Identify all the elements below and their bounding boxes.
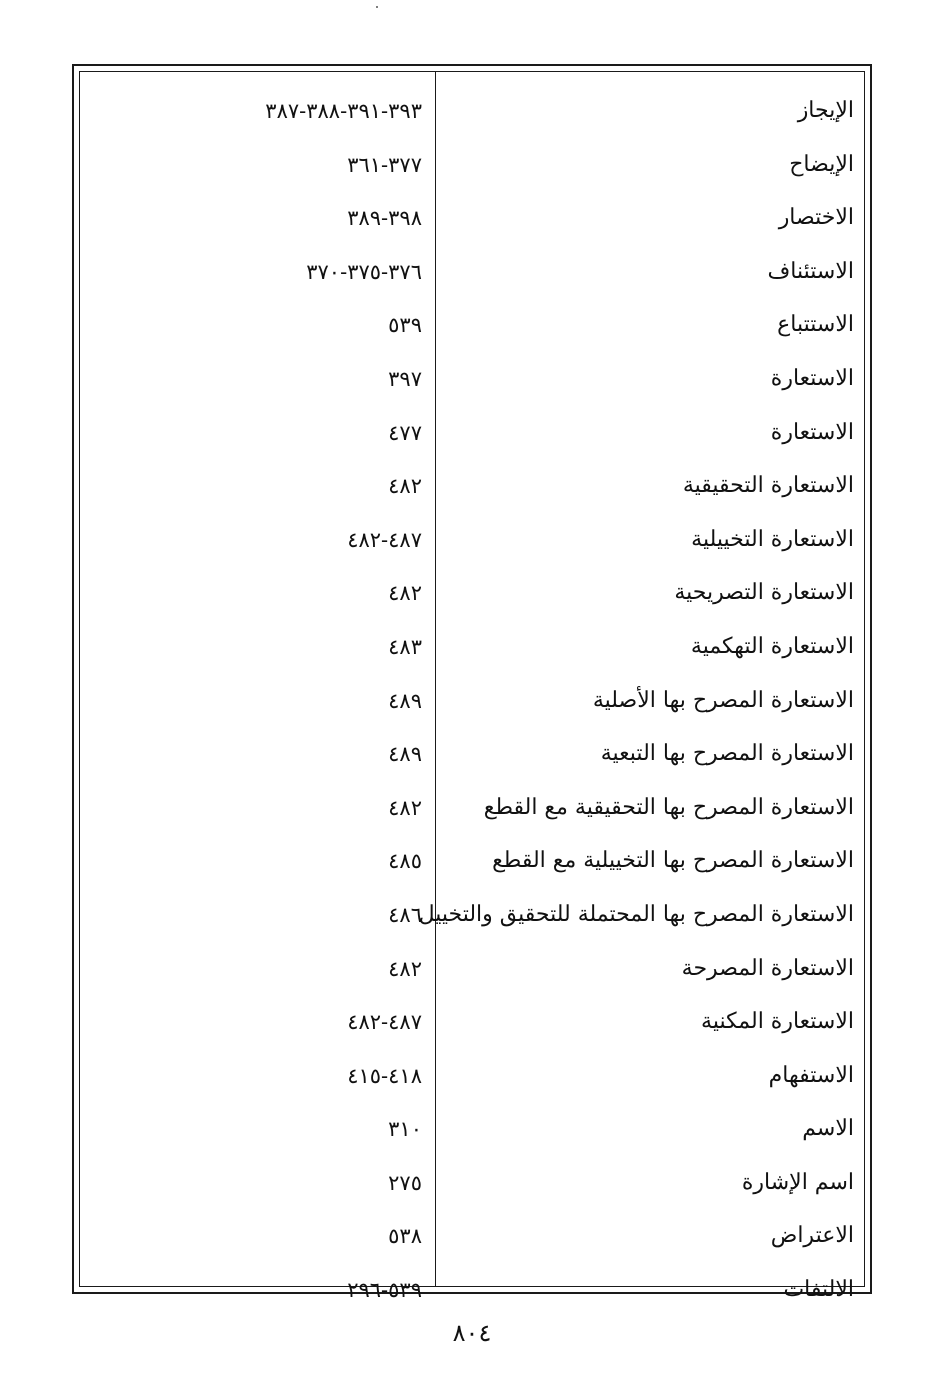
index-page-refs: ٤٨٢ [388,474,422,499]
index-row [80,624,864,678]
index-row [80,463,864,517]
index-term: الاستعارة المكنية [701,1009,854,1035]
index-table-frame [72,64,872,1303]
index-row [80,1160,864,1214]
index-page-refs: ٤٨٥ [388,849,422,874]
index-page-refs: ٤٨٣ [388,634,422,659]
index-term: اسم الإشارة [741,1169,854,1195]
index-term: الاستعارة المصرح بها المحتملة للتحقيق والتخييل [418,901,854,927]
index-page-refs: ٢٧٥ [388,1170,422,1195]
index-page-refs: ٣٩٣-٣٩١-٣٨٨-٣٨٧ [265,99,422,123]
index-row [80,195,864,249]
index-page-refs: ٤٨٧-٤٨٢ [347,1010,422,1035]
index-row [80,302,864,356]
index-row [80,88,864,142]
index-row [80,410,864,464]
index-page-refs: ٤٧٧ [388,420,422,445]
index-rows [80,88,864,1321]
index-page-refs: ٤٨٦ [388,902,422,927]
index-page-refs: ٥٣٨ [388,1224,422,1249]
index-row [80,249,864,303]
index-term: الاستتباع [777,312,854,338]
index-row [80,356,864,410]
index-row [80,838,864,892]
index-term: الاستئناف [767,258,854,284]
index-term: الاستعارة التهكمية [690,633,854,659]
index-row [80,999,864,1053]
index-term: الاستعارة المصرح بها التخييلية مع القطع [492,848,854,874]
index-term: الالتفات [783,1277,854,1303]
index-row [80,785,864,839]
index-page-refs: ٥٣٩ [388,313,422,338]
index-row [80,142,864,196]
index-row [80,1053,864,1107]
index-term: الاستفهام [768,1062,854,1088]
scan-speck [376,6,378,8]
index-row [80,1106,864,1160]
index-term: الاستعارة التحقيقية [682,473,854,499]
index-page-refs: ٣٩٨-٣٨٩ [347,206,422,231]
index-term: الاستعارة المصرح بها التبعية [600,741,854,767]
index-page-refs: ٣٩٧ [388,366,422,391]
index-row [80,678,864,732]
index-term: الاختصار [778,205,854,231]
index-page-refs: ٥٣٩-٢٩٦ [347,1278,422,1303]
index-row [80,731,864,785]
index-page-refs: ٣١٠ [388,1117,422,1142]
index-page-refs: ٤٨٩ [388,742,422,767]
index-row [80,570,864,624]
index-page-refs: ٤٨٢ [388,795,422,820]
index-term: الاعتراض [770,1223,854,1249]
index-term: الاستعارة [770,419,854,445]
index-term: الاستعارة التخييلية [691,526,854,552]
index-row [80,1267,864,1321]
index-table [79,71,865,1303]
index-term: الاسم [802,1116,854,1142]
index-term: الاستعارة التصريحية [674,580,854,606]
index-row [80,517,864,571]
index-term: الإيجاز [797,98,854,123]
index-page-refs: ٤٨٩ [388,688,422,713]
index-page-refs: ٣٧٧-٣٦١ [347,152,422,177]
index-term: الاستعارة المصرح بها الأصلية [592,687,854,713]
index-page-refs: ٤٨٢ [388,956,422,981]
index-term: الإيضاح [789,151,854,177]
index-term: الاستعارة المصرحة [681,955,854,981]
index-term: الاستعارة المصرح بها التحقيقية مع القطع [483,794,854,820]
index-term: الاستعارة [770,365,854,391]
index-page-refs: ٤٨٧-٤٨٢ [347,527,422,552]
index-page-refs: ٤٨٢ [388,581,422,606]
index-row [80,892,864,946]
index-row [80,946,864,1000]
index-row [80,1213,864,1267]
page-number: ٨٠٤ [452,1319,492,1347]
index-page-refs: ٤١٨-٤١٥ [347,1063,422,1088]
index-page-refs: ٣٧٦-٣٧٥-٣٧٠ [306,259,422,284]
